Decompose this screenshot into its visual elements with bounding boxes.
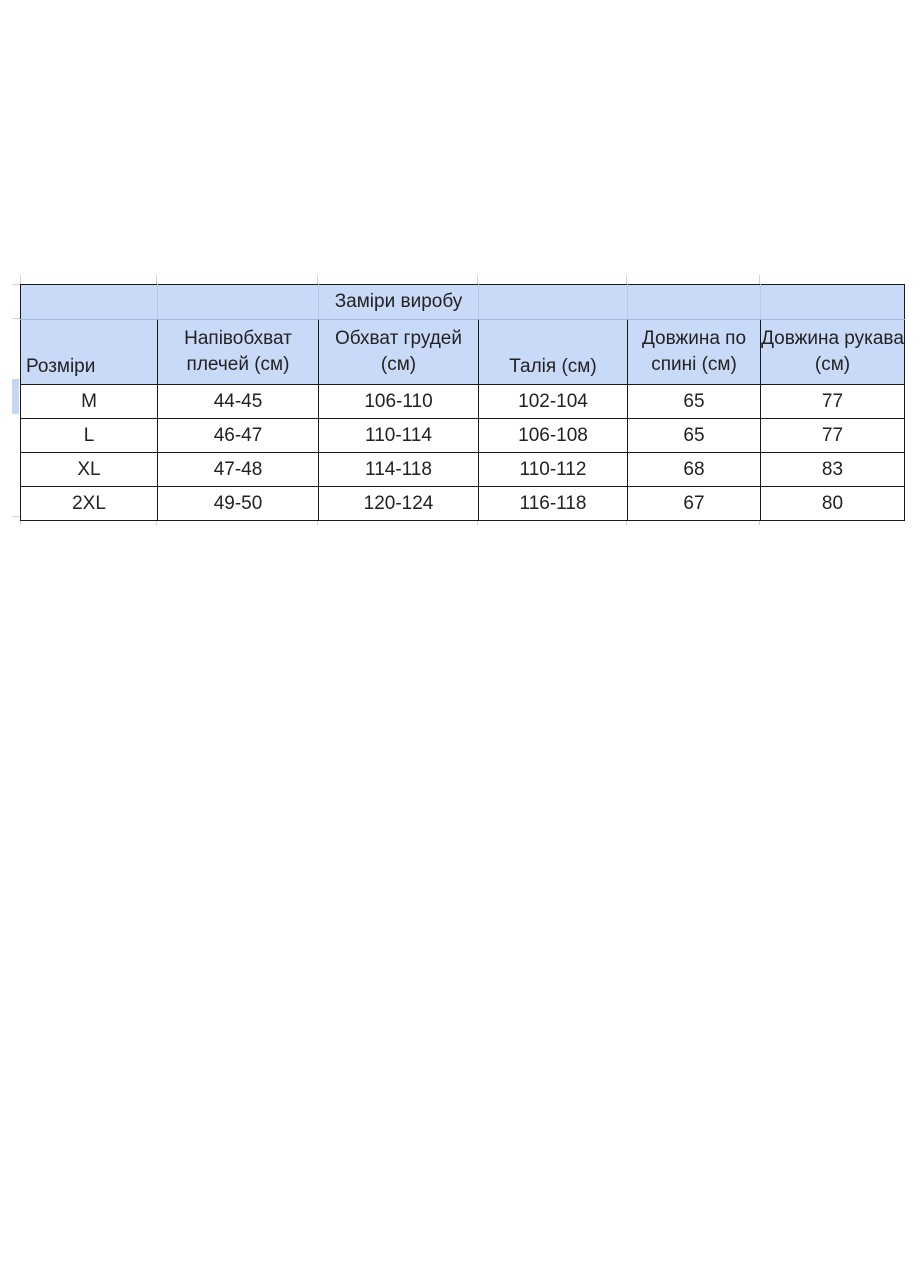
table-cell[interactable]: 110-114 [319,419,479,453]
table-cell[interactable]: 77 [761,385,905,419]
gridline-stub [12,284,20,285]
size-cell[interactable]: 2XL [21,487,158,521]
gridline-stub [12,516,20,517]
table-cell[interactable]: 106-110 [319,385,479,419]
table-cell[interactable]: 46-47 [158,419,319,453]
table-cell[interactable]: 110-112 [479,453,628,487]
table-cell[interactable]: 120-124 [319,487,479,521]
table-cell[interactable]: 116-118 [479,487,628,521]
size-cell[interactable]: M [21,385,158,419]
table-cell[interactable]: 102-104 [479,385,628,419]
table-cell[interactable]: 65 [628,385,761,419]
header-cell[interactable] [628,285,761,320]
header-cell[interactable] [319,285,479,320]
table-title-row [21,285,905,320]
column-header-shoulders[interactable]: Напівобхват плечей (см) [158,320,319,385]
table-cell[interactable]: 49-50 [158,487,319,521]
size-chart-table [20,284,905,521]
gridline-stub [477,275,478,284]
gridline-stub [317,275,318,284]
table-row [21,453,905,487]
table-cell[interactable]: 68 [628,453,761,487]
gridline-stub [156,275,157,284]
gridline-stub [626,275,627,284]
column-header-back-length[interactable]: Довжина по спині (см) [628,320,761,385]
table-cell[interactable]: 106-108 [479,419,628,453]
gridline-stub [759,275,760,284]
table-cell[interactable]: 80 [761,487,905,521]
table-row [21,385,905,419]
header-cell[interactable] [158,285,319,320]
table-cell[interactable]: 67 [628,487,761,521]
column-header-sleeve-length[interactable]: Довжина рукава (см) [761,320,905,385]
gridline-stub [12,318,20,319]
table-cell[interactable]: 83 [761,453,905,487]
table-title: Заміри виробу [334,291,463,312]
size-cell[interactable]: XL [21,453,158,487]
header-cell[interactable] [761,285,905,320]
gridline-stub [20,275,21,284]
column-header-size[interactable]: Розміри [21,320,158,385]
row-selection-marker [12,380,19,414]
size-cell[interactable]: L [21,419,158,453]
column-header-waist[interactable]: Талія (см) [479,320,628,385]
header-cell[interactable] [21,285,158,320]
header-cell[interactable] [479,285,628,320]
column-header-row [21,320,905,385]
size-chart-sheet [20,284,904,521]
table-row [21,419,905,453]
table-row [21,487,905,521]
column-header-chest[interactable]: Обхват грудей (см) [319,320,479,385]
table-cell[interactable]: 47-48 [158,453,319,487]
table-cell[interactable]: 65 [628,419,761,453]
table-cell[interactable]: 114-118 [319,453,479,487]
table-cell[interactable]: 44-45 [158,385,319,419]
table-cell[interactable]: 77 [761,419,905,453]
